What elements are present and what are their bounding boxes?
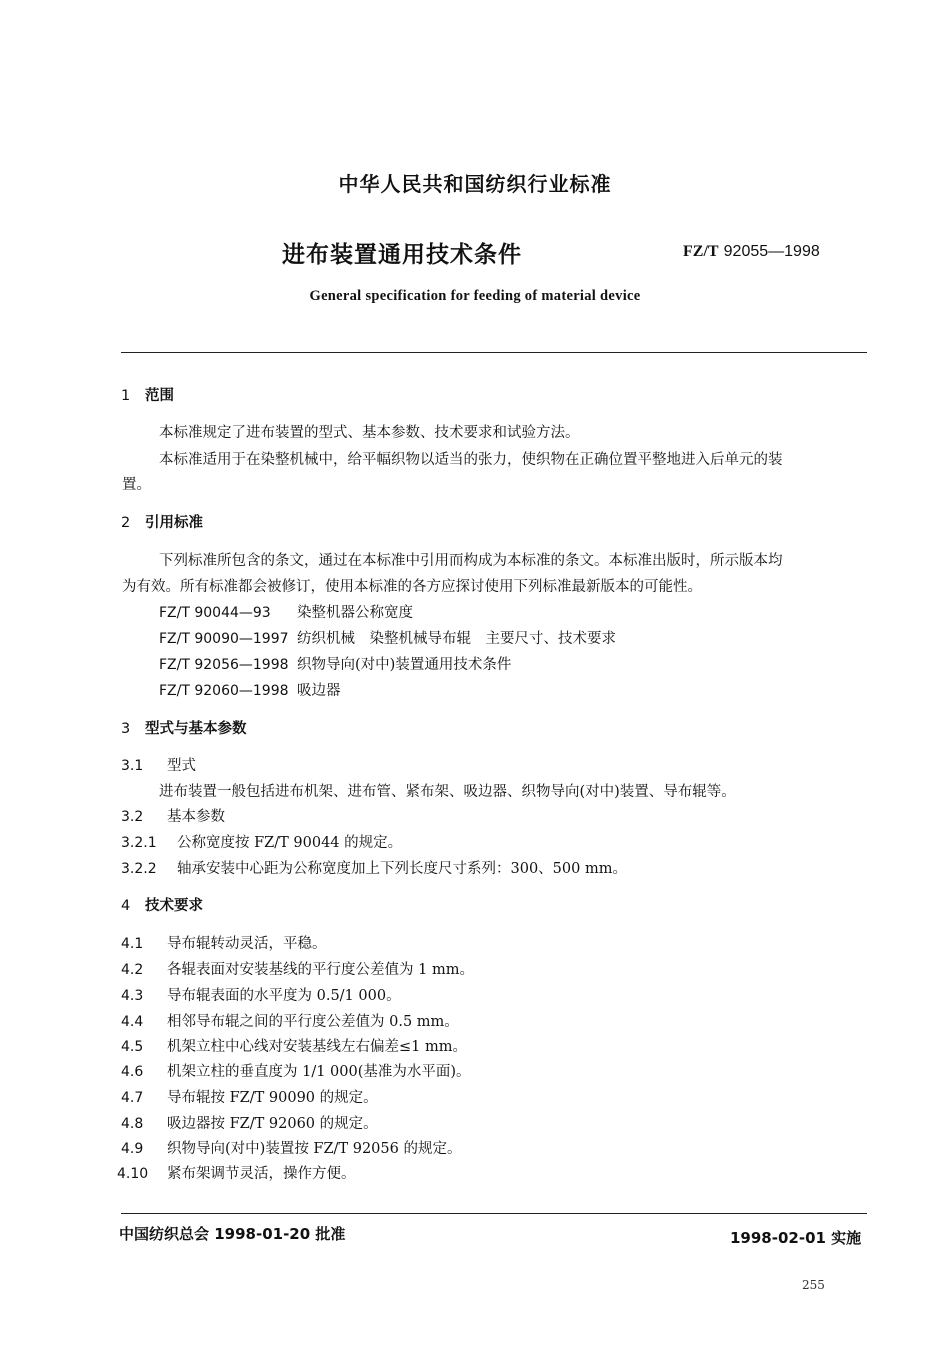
section-4-heading: 4 技术要求 bbox=[121, 898, 203, 914]
requirement-item: 4.5 机架立柱中心线对安装基线左右偏差≤1 mm。 bbox=[121, 1039, 467, 1055]
footer-divider bbox=[121, 1213, 867, 1214]
requirement-item: 4.6 机架立柱的垂直度为 1/1 000(基准为水平面)。 bbox=[121, 1064, 471, 1080]
implementation-date: 1998-02-01 实施 bbox=[730, 1229, 862, 1247]
approval-date: 中国纺织总会 1998-01-20 批准 bbox=[119, 1225, 346, 1243]
issuing-organization: 中华人民共和国纺织行业标准 bbox=[338, 172, 612, 196]
section-3-heading: 3 型式与基本参数 bbox=[121, 721, 247, 737]
section-3-2-2: 3.2.2 轴承安装中心距为公称宽度加上下列长度尺寸系列：300、500 mm。 bbox=[121, 861, 627, 877]
requirement-item: 4.7 导布辊按 FZ/T 90090 的规定。 bbox=[121, 1090, 378, 1106]
section-2-para-line-2: 为有效。所有标准都会被修订，使用本标准的各方应探讨使用下列标准最新版本的可能性。 bbox=[122, 579, 702, 595]
header-divider bbox=[121, 352, 867, 353]
reference-item: FZ/T 90090—1997 纺织机械 染整机械导布辊 主要尺寸、技术要求 bbox=[159, 631, 616, 647]
section-3-2-heading: 3.2 基本参数 bbox=[121, 809, 225, 825]
page-number: 255 bbox=[802, 1278, 825, 1292]
section-3-1-text: 进布装置一般包括进布机架、进布管、紧布架、吸边器、织物导向(对中)装置、导布辊等。 bbox=[159, 784, 736, 800]
section-2-heading: 2 引用标准 bbox=[121, 515, 203, 531]
section-3-1-heading: 3.1 型式 bbox=[121, 758, 196, 774]
section-2-para-line-1: 下列标准所包含的条文，通过在本标准中引用而构成为本标准的条文。本标准出版时，所示版本均 bbox=[159, 553, 783, 569]
requirement-item: 4.4 相邻导布辊之间的平行度公差值为 0.5 mm。 bbox=[121, 1014, 459, 1030]
reference-item: FZ/T 92060—1998 吸边器 bbox=[159, 683, 341, 699]
section-1-heading: 1 范围 bbox=[121, 388, 174, 404]
section-1-para-2-line-1: 本标准适用于在染整机械中，给平幅织物以适当的张力，使织物在正确位置平整地进入后单元的装 bbox=[159, 452, 783, 468]
reference-item: FZ/T 90044—93 染整机器公称宽度 bbox=[159, 605, 413, 621]
reference-item: FZ/T 92056—1998 织物导向(对中)装置通用技术条件 bbox=[159, 657, 512, 673]
section-1-para-1: 本标准规定了进布装置的型式、基本参数、技术要求和试验方法。 bbox=[159, 425, 580, 441]
document-title: 进布装置通用技术条件 bbox=[282, 242, 522, 268]
standard-code-number: 92055—1998 bbox=[723, 243, 820, 260]
english-title: General specification for feeding of material device bbox=[309, 288, 641, 304]
section-1-para-2-line-2: 置。 bbox=[122, 477, 151, 493]
requirement-item: 4.9 织物导向(对中)装置按 FZ/T 92056 的规定。 bbox=[121, 1141, 462, 1157]
requirement-item: 4.1 导布辊转动灵活，平稳。 bbox=[121, 936, 327, 952]
requirement-item: 4.3 导布辊表面的水平度为 0.5/1 000。 bbox=[121, 988, 401, 1004]
section-3-2-1: 3.2.1 公称宽度按 FZ/T 90044 的规定。 bbox=[121, 835, 403, 851]
standard-code bbox=[683, 241, 820, 261]
standard-code-prefix: FZ/T bbox=[683, 243, 719, 260]
requirement-item: 4.2 各辊表面对安装基线的平行度公差值为 1 mm。 bbox=[121, 962, 474, 978]
requirement-item: 4.10 紧布架调节灵活，操作方便。 bbox=[117, 1166, 356, 1182]
requirement-item: 4.8 吸边器按 FZ/T 92060 的规定。 bbox=[121, 1116, 378, 1132]
